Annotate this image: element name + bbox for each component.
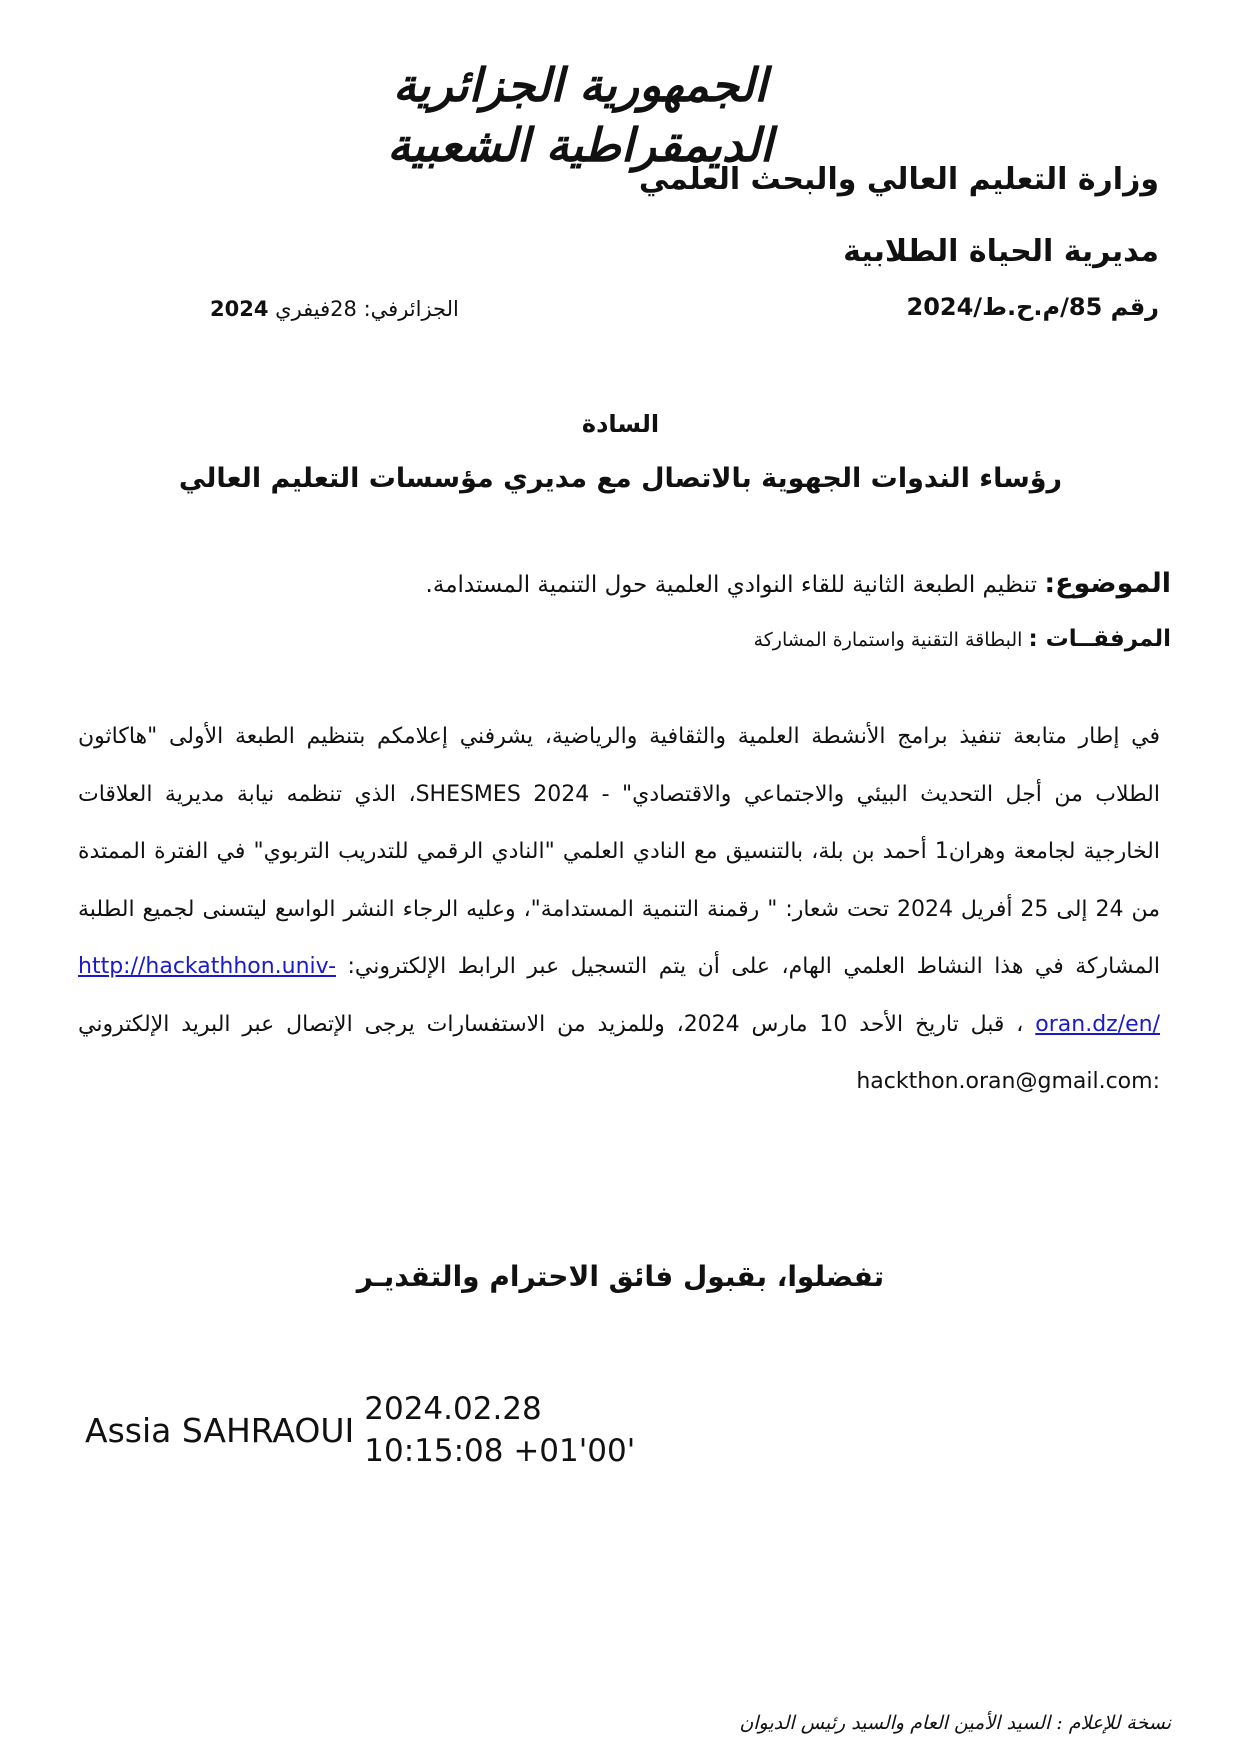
date-line [210,297,459,321]
body-part-2: ، قبل تاريخ الأحد 10 مارس 2024، وللمزيد من الاستفسارات يرجى الإتصال عبر البريد الإلكتروني : [78,1011,1160,1094]
body-part-1: في إطار متابعة تنفيذ برامج الأنشطة العلمية والثقافية والرياضية، يشرفني إعلامكم بتنظيم الطبعة الأولى "هاكاثون الطلاب من أجل التحديث البيئي والاجتماعي والاقتصادي" - SHESMES 2024، الذي تنظمه نيابة مديرية العلاقات الخارجية لجامعة وهران1 أحمد بن بلة، بالتنسيق مع النادي العلمي "النادي الرقمي للتدريب التربوي" في الفترة الممتدة من 24 إلى 25 أفريل 2024 تحت شعار: " رقمنة التنمية المستدامة"، وعليه الرجاء النشر الواسع ليتسنى لجميع الطلبة المشاركة في هذا النشاط العلمي الهام، على أن يتم التسجيل عبر الرابط الإلكتروني: [78,724,1161,979]
ministry-name: وزارة التعليم العالي والبحث العلمي [638,162,1159,197]
contact-email: hackthon.oran@gmail.com [856,1069,1153,1094]
subject-text: تنظيم الطبعة الثانية للقاء النوادي العلمية حول التنمية المستدامة. [425,572,1045,598]
reference-number: رقم 85/م.ح.ط/2024 [906,293,1159,321]
republic-header: الجمهورية الجزائرية الديمقراطية الشعبية [387,58,773,172]
signature-timestamp [364,1388,635,1472]
attachments-line [754,626,1171,652]
letter-body [78,708,1160,1111]
signer-name: Assia SAHRAOUI [85,1410,355,1450]
signature-time: 10:15:08 +01'00' [364,1433,636,1469]
date-year: 2024 [210,297,269,321]
digital-signature [85,1388,635,1472]
registration-link[interactable]: http://hackathhon.univ-oran.dz/en/ [78,954,1161,1037]
attachments-label: المرفقــات : [1028,626,1171,652]
date-prefix: الجزائرفي: 28فيفري [275,297,459,321]
subject-line [426,568,1171,599]
copy-note: نسخة للإعلام : السيد الأمين العام والسيد رئيس الديوان [739,1712,1171,1734]
salutation: السادة [581,410,660,438]
signature-date: 2024.02.28 [364,1391,542,1427]
attachments-text: البطاقة التقنية واستمارة المشاركة [753,629,1029,651]
closing-formula: تفضلوا، بقبول فائق الاحترام والتقديـر [356,1260,885,1293]
addressees: رؤساء الندوات الجهوية بالاتصال مع مديري مؤسسات التعليم العالي [178,463,1063,494]
directorate-name: مديرية الحياة الطلابية [843,234,1159,269]
subject-label: الموضوع: [1044,568,1171,599]
